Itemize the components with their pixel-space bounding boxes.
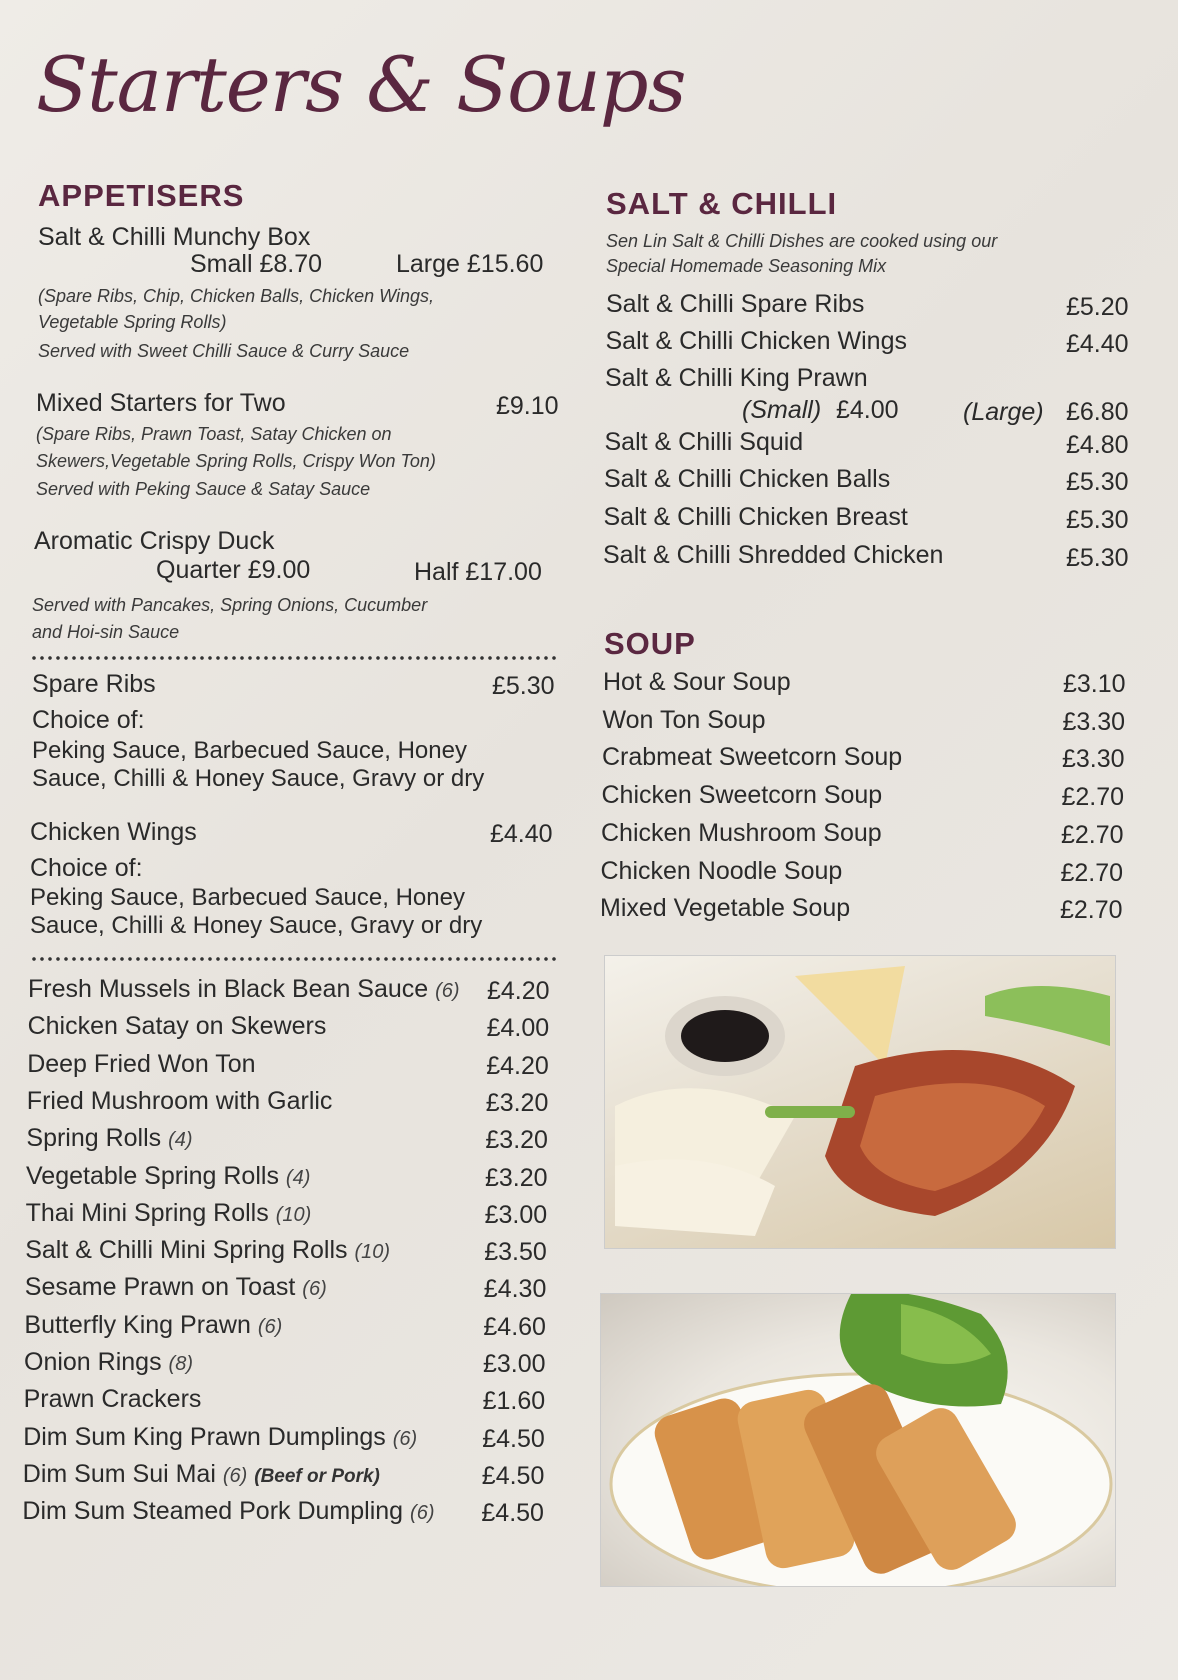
item-count: (6): [435, 980, 460, 1002]
item-name: Thai Mini Spring Rolls: [25, 1198, 269, 1227]
munchy-box-name: Salt & Chilli Munchy Box: [38, 223, 311, 251]
item-count: (8): [168, 1353, 193, 1375]
list-item-name: [25, 1236, 390, 1265]
list-item-name: [27, 1087, 333, 1116]
spare-ribs-choice-line-2: Sauce, Chilli & Honey Sauce, Gravy or dry: [32, 765, 485, 792]
item-count: (6): [410, 1502, 435, 1525]
item-name: Vegetable Spring Rolls: [26, 1161, 279, 1190]
list-item-price: £4.50: [482, 1424, 545, 1453]
munchy-box-desc-1: (Spare Ribs, Chip, Chicken Balls, Chicken Wings,: [38, 286, 434, 306]
chicken-wings-price: £4.40: [490, 820, 553, 848]
crispy-duck-name: Aromatic Crispy Duck: [34, 527, 275, 555]
list-item-name: [24, 1348, 193, 1377]
soup-item-name: Won Ton Soup: [602, 705, 766, 734]
item-name: Dim Sum Steamed Pork Dumpling: [22, 1497, 404, 1526]
item-name: Chicken Satay on Skewers: [27, 1012, 327, 1041]
list-item-price: £3.20: [485, 1088, 549, 1117]
king-prawn-small-label: (Small): [742, 396, 822, 424]
item-name: Dim Sum Sui Mai: [22, 1459, 216, 1488]
mixed-starters-name: Mixed Starters for Two: [36, 389, 286, 417]
list-item-name: [27, 1050, 255, 1079]
list-item-price: £4.20: [487, 977, 550, 1005]
list-item-name: [25, 1273, 327, 1302]
munchy-box-large-price: Large £15.60: [396, 250, 544, 278]
salt-chilli-item-price: £5.30: [1066, 468, 1129, 496]
salt-chilli-item-price: £5.30: [1066, 544, 1129, 572]
item-count: (6): [392, 1427, 418, 1450]
list-item-name: [28, 975, 460, 1004]
soup-item-price: £2.70: [1061, 820, 1124, 849]
soup-item-name: Crabmeat Sweetcorn Soup: [602, 743, 903, 772]
soup-item-name: Hot & Sour Soup: [603, 668, 791, 696]
item-name: Fried Mushroom with Garlic: [26, 1086, 333, 1115]
list-item-price: £4.60: [483, 1312, 546, 1341]
soup-heading: SOUP: [604, 626, 696, 661]
item-name: Sesame Prawn on Toast: [24, 1273, 296, 1302]
item-name: Onion Rings: [24, 1348, 162, 1376]
soup-item-price: £2.70: [1061, 783, 1125, 812]
item-name: Dim Sum King Prawn Dumplings: [23, 1422, 386, 1451]
chicken-wings-choice-line-2: Sauce, Chilli & Honey Sauce, Gravy or dry: [30, 912, 483, 939]
mixed-starters-desc-2: Skewers,Vegetable Spring Rolls, Crispy Won Ton): [36, 451, 436, 471]
soup-item-name: Chicken Mushroom Soup: [601, 818, 882, 847]
salt-chilli-item-price: £4.80: [1066, 431, 1129, 459]
list-item-price: £4.30: [483, 1275, 547, 1304]
item-count: (6): [257, 1315, 283, 1338]
soup-item-price: £3.30: [1062, 707, 1126, 736]
king-prawn-small-price: £4.00: [836, 396, 899, 424]
list-item-price: £4.00: [486, 1014, 550, 1043]
spare-ribs-choice-line-1: Peking Sauce, Barbecued Sauce, Honey: [32, 737, 467, 764]
item-count: (10): [275, 1203, 312, 1226]
list-item-price: £3.20: [485, 1126, 548, 1155]
crispy-duck-half-price: Half £17.00: [414, 558, 542, 586]
munchy-box-small-price: Small £8.70: [190, 250, 323, 278]
salt-chilli-item-price: £5.30: [1066, 506, 1129, 534]
spare-ribs-name: Spare Ribs: [32, 670, 156, 698]
list-item-price: £3.00: [483, 1350, 546, 1378]
salt-chilli-item-name: Salt & Chilli Spare Ribs: [606, 290, 865, 318]
munchy-box-desc-2: Vegetable Spring Rolls): [38, 312, 227, 332]
list-item-name: [22, 1497, 434, 1526]
item-count: (6): [222, 1464, 248, 1487]
list-item-price: £4.50: [481, 1461, 545, 1490]
salt-chilli-item-name: Salt & Chilli Chicken Breast: [603, 503, 908, 531]
soup-item-name: Chicken Noodle Soup: [600, 856, 843, 885]
salt-chilli-item-name: Salt & Chilli Chicken Wings: [605, 327, 907, 355]
spare-ribs-choice-label: Choice of:: [32, 706, 145, 734]
item-note: (Beef or Pork): [254, 1465, 380, 1487]
item-name: Salt & Chilli Mini Spring Rolls: [25, 1236, 348, 1265]
crispy-duck-desc-2: and Hoi-sin Sauce: [32, 622, 180, 642]
soup-item-price: £2.70: [1060, 858, 1124, 887]
soup-item-price: £3.10: [1063, 670, 1126, 698]
soup-item-price: £3.30: [1062, 745, 1125, 774]
mixed-starters-price: £9.10: [496, 392, 559, 420]
item-count: (4): [285, 1166, 311, 1189]
chicken-wings-choice-label: Choice of:: [30, 854, 143, 882]
appetisers-heading: APPETISERS: [38, 178, 245, 213]
list-item-name: [28, 1012, 327, 1041]
item-count: (6): [302, 1278, 327, 1301]
salt-chilli-item-name: Salt & Chilli Shredded Chicken: [603, 541, 944, 569]
crispy-duck-desc-1: Served with Pancakes, Spring Onions, Cucumber: [32, 595, 428, 615]
salt-chilli-desc-2: Special Homemade Seasoning Mix: [606, 256, 887, 276]
list-item-price: £4.50: [481, 1499, 544, 1528]
list-item-name: [26, 1199, 312, 1228]
soup-item-price: £2.70: [1060, 896, 1123, 925]
item-name: Spring Rolls: [26, 1124, 162, 1153]
page-title: Starters & Soups: [36, 40, 686, 129]
crispy-duck-photo: [604, 955, 1116, 1249]
list-item-name: [26, 1124, 192, 1153]
list-item-name: [23, 1423, 417, 1452]
soup-item-name: Chicken Sweetcorn Soup: [601, 781, 883, 810]
dotted-divider: [30, 655, 560, 661]
list-item-price: £3.50: [484, 1238, 547, 1267]
list-item-price: £1.60: [482, 1387, 546, 1416]
soup-item-name: Mixed Vegetable Soup: [600, 894, 851, 923]
list-item-price: £4.20: [486, 1051, 549, 1080]
chicken-wings-name: Chicken Wings: [30, 818, 197, 846]
item-name: Fresh Mussels in Black Bean Sauce: [28, 975, 429, 1003]
list-item-name: [24, 1385, 202, 1414]
mixed-starters-desc-3: Served with Peking Sauce & Satay Sauce: [36, 479, 371, 499]
item-count: (4): [168, 1129, 193, 1152]
salt-chilli-item-name: Salt & Chilli Squid: [604, 428, 804, 456]
salt-chilli-heading: SALT & CHILLI: [606, 186, 838, 221]
salt-chilli-item-name: Salt & Chilli King Prawn: [605, 364, 868, 392]
spare-ribs-price: £5.30: [492, 672, 555, 700]
list-item-price: £3.00: [484, 1200, 548, 1229]
salt-chilli-item-price: £4.40: [1066, 330, 1129, 358]
munchy-box-desc-3: Served with Sweet Chilli Sauce & Curry Sauce: [38, 341, 410, 361]
item-name: Prawn Crackers: [23, 1385, 202, 1414]
list-item-name: [24, 1311, 282, 1340]
king-prawn-large-label: (Large): [963, 398, 1044, 426]
salt-chilli-item-name: Salt & Chilli Chicken Balls: [604, 465, 891, 493]
item-count: (10): [354, 1241, 391, 1264]
chicken-wings-choice-line-1: Peking Sauce, Barbecued Sauce, Honey: [30, 884, 465, 911]
crispy-duck-quarter-price: Quarter £9.00: [156, 556, 311, 584]
spring-rolls-photo: [600, 1293, 1116, 1587]
salt-chilli-item-price: £5.20: [1066, 293, 1129, 321]
mixed-starters-desc-1: (Spare Ribs, Prawn Toast, Satay Chicken on: [36, 424, 392, 444]
list-item-price: £3.20: [485, 1163, 548, 1192]
list-item-name: [26, 1162, 310, 1191]
king-prawn-large-price: £6.80: [1066, 398, 1129, 426]
salt-chilli-desc-1: Sen Lin Salt & Chilli Dishes are cooked using our: [606, 231, 998, 251]
item-name: Butterfly King Prawn: [24, 1310, 251, 1339]
list-item-name: [23, 1460, 380, 1489]
item-name: Deep Fried Won Ton: [27, 1049, 256, 1078]
dotted-divider: [30, 956, 560, 962]
